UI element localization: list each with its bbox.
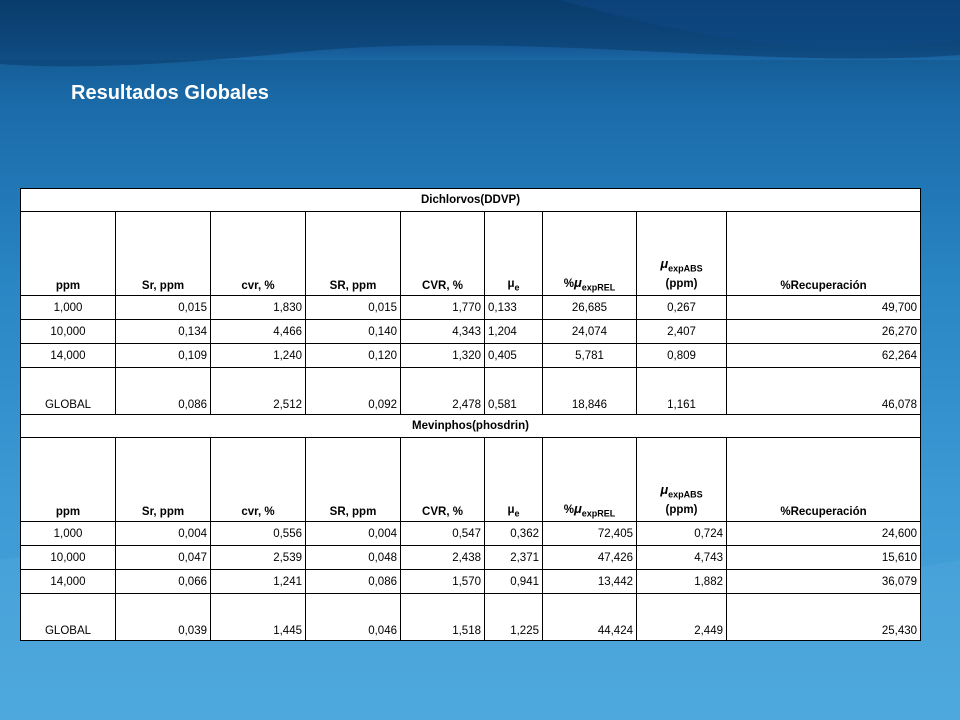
column-header-sr: Sr, ppm — [116, 438, 211, 522]
cell-sR: 0,004 — [306, 522, 401, 546]
cell-sr: 0,047 — [116, 546, 211, 570]
cell-mu-e: 0,581 — [485, 368, 543, 415]
cell-ppm: GLOBAL — [21, 368, 116, 415]
cell-cvr: 1,240 — [211, 344, 306, 368]
table-row-global — [21, 368, 921, 415]
cell-sr: 0,134 — [116, 320, 211, 344]
cell-cvR: 1,320 — [401, 344, 485, 368]
cell-cvr: 2,539 — [211, 546, 306, 570]
column-header-cvr: cvr, % — [211, 212, 306, 296]
column-header-cvr: cvr, % — [211, 438, 306, 522]
mu-rel-subscript: expREL — [581, 282, 616, 292]
column-header-recovery: %Recuperación — [727, 438, 921, 522]
cell-sr: 0,039 — [116, 594, 211, 641]
cell-recovery: 46,078 — [727, 368, 921, 415]
cell-sR: 0,046 — [306, 594, 401, 641]
column-header-mu-e — [485, 438, 543, 522]
cell-sr: 0,086 — [116, 368, 211, 415]
section-name: Dichlorvos(DDVP) — [21, 189, 921, 212]
cell-mu-e: 0,133 — [485, 296, 543, 320]
cell-recovery: 26,270 — [727, 320, 921, 344]
cell-ppm: 10,000 — [21, 546, 116, 570]
table-row-global — [21, 594, 921, 641]
mu-abs-subscript: expABS — [668, 263, 703, 273]
cell-ppm: 1,000 — [21, 296, 116, 320]
cell-cvR: 4,343 — [401, 320, 485, 344]
column-header-sR: SR, ppm — [306, 212, 401, 296]
cell-mu-rel: 24,074 — [543, 320, 637, 344]
cell-sr: 0,015 — [116, 296, 211, 320]
cell-ppm: 10,000 — [21, 320, 116, 344]
cell-sr: 0,004 — [116, 522, 211, 546]
column-header-row — [21, 438, 921, 522]
cell-mu-abs: 2,407 — [637, 320, 727, 344]
cell-ppm: 14,000 — [21, 570, 116, 594]
cell-ppm: 1,000 — [21, 522, 116, 546]
cell-cvR: 1,770 — [401, 296, 485, 320]
cell-mu-rel: 47,426 — [543, 546, 637, 570]
cell-recovery: 62,264 — [727, 344, 921, 368]
cell-mu-rel: 26,685 — [543, 296, 637, 320]
mu-e-subscript: e — [514, 282, 520, 292]
cell-mu-abs: 1,161 — [637, 368, 727, 415]
column-header-row — [21, 212, 921, 296]
mu-symbol: μ — [507, 277, 515, 290]
cell-cvr: 1,445 — [211, 594, 306, 641]
cell-sR: 0,092 — [306, 368, 401, 415]
results-table — [20, 188, 921, 641]
cell-mu-e: 0,362 — [485, 522, 543, 546]
mu-symbol: μ — [660, 255, 669, 271]
mu-e-subscript: e — [514, 508, 520, 518]
cell-cvR: 0,547 — [401, 522, 485, 546]
table-row — [21, 522, 921, 546]
cell-mu-abs: 0,267 — [637, 296, 727, 320]
cell-mu-rel: 13,442 — [543, 570, 637, 594]
cell-cvR: 1,570 — [401, 570, 485, 594]
column-header-cvR: CVR, % — [401, 438, 485, 522]
cell-cvR: 2,478 — [401, 368, 485, 415]
cell-mu-abs: 1,882 — [637, 570, 727, 594]
mu-symbol: μ — [573, 500, 582, 516]
cell-cvR: 2,438 — [401, 546, 485, 570]
cell-cvr: 1,241 — [211, 570, 306, 594]
cell-sR: 0,048 — [306, 546, 401, 570]
cell-cvr: 1,830 — [211, 296, 306, 320]
cell-mu-rel: 44,424 — [543, 594, 637, 641]
cell-mu-e: 1,204 — [485, 320, 543, 344]
mu-symbol: μ — [507, 503, 515, 516]
column-header-sr: Sr, ppm — [116, 212, 211, 296]
cell-mu-rel: 18,846 — [543, 368, 637, 415]
mu-abs-unit: (ppm) — [665, 278, 698, 290]
top-band — [0, 0, 960, 60]
cell-recovery: 25,430 — [727, 594, 921, 641]
cell-mu-abs: 4,743 — [637, 546, 727, 570]
column-header-mu-e — [485, 212, 543, 296]
mu-symbol: μ — [660, 481, 669, 497]
column-header-ppm: ppm — [21, 438, 116, 522]
slide-title: Resultados Globales — [71, 82, 269, 104]
section-header — [21, 189, 921, 212]
cell-mu-abs: 2,449 — [637, 594, 727, 641]
cell-cvR: 1,518 — [401, 594, 485, 641]
cell-recovery: 24,600 — [727, 522, 921, 546]
table-row — [21, 570, 921, 594]
cell-mu-rel: 72,405 — [543, 522, 637, 546]
section-name: Mevinphos(phosdrin) — [21, 415, 921, 438]
cell-ppm: 14,000 — [21, 344, 116, 368]
cell-mu-e: 0,941 — [485, 570, 543, 594]
cell-sR: 0,086 — [306, 570, 401, 594]
column-header-cvR: CVR, % — [401, 212, 485, 296]
cell-mu-e: 2,371 — [485, 546, 543, 570]
cell-sR: 0,140 — [306, 320, 401, 344]
cell-cvr: 2,512 — [211, 368, 306, 415]
cell-cvr: 0,556 — [211, 522, 306, 546]
mu-symbol: μ — [573, 274, 582, 290]
cell-ppm: GLOBAL — [21, 594, 116, 641]
percent-prefix: % — [563, 277, 574, 290]
column-header-mu-abs — [637, 438, 727, 522]
cell-recovery: 15,610 — [727, 546, 921, 570]
cell-cvr: 4,466 — [211, 320, 306, 344]
cell-sR: 0,120 — [306, 344, 401, 368]
percent-prefix: % — [563, 503, 574, 516]
column-header-recovery: %Recuperación — [727, 212, 921, 296]
table-row — [21, 546, 921, 570]
cell-sr: 0,109 — [116, 344, 211, 368]
section-header — [21, 415, 921, 438]
mu-abs-unit: (ppm) — [665, 504, 698, 516]
table-row — [21, 320, 921, 344]
cell-sr: 0,066 — [116, 570, 211, 594]
column-header-ppm: ppm — [21, 212, 116, 296]
cell-recovery: 49,700 — [727, 296, 921, 320]
column-header-mu-rel — [543, 212, 637, 296]
table-row — [21, 296, 921, 320]
column-header-sR: SR, ppm — [306, 438, 401, 522]
mu-abs-subscript: expABS — [668, 489, 703, 499]
cell-mu-abs: 0,809 — [637, 344, 727, 368]
column-header-mu-abs — [637, 212, 727, 296]
table-row — [21, 344, 921, 368]
column-header-mu-rel — [543, 438, 637, 522]
cell-sR: 0,015 — [306, 296, 401, 320]
cell-mu-abs: 0,724 — [637, 522, 727, 546]
cell-mu-e: 0,405 — [485, 344, 543, 368]
cell-recovery: 36,079 — [727, 570, 921, 594]
mu-rel-subscript: expREL — [581, 508, 616, 518]
cell-mu-e: 1,225 — [485, 594, 543, 641]
cell-mu-rel: 5,781 — [543, 344, 637, 368]
